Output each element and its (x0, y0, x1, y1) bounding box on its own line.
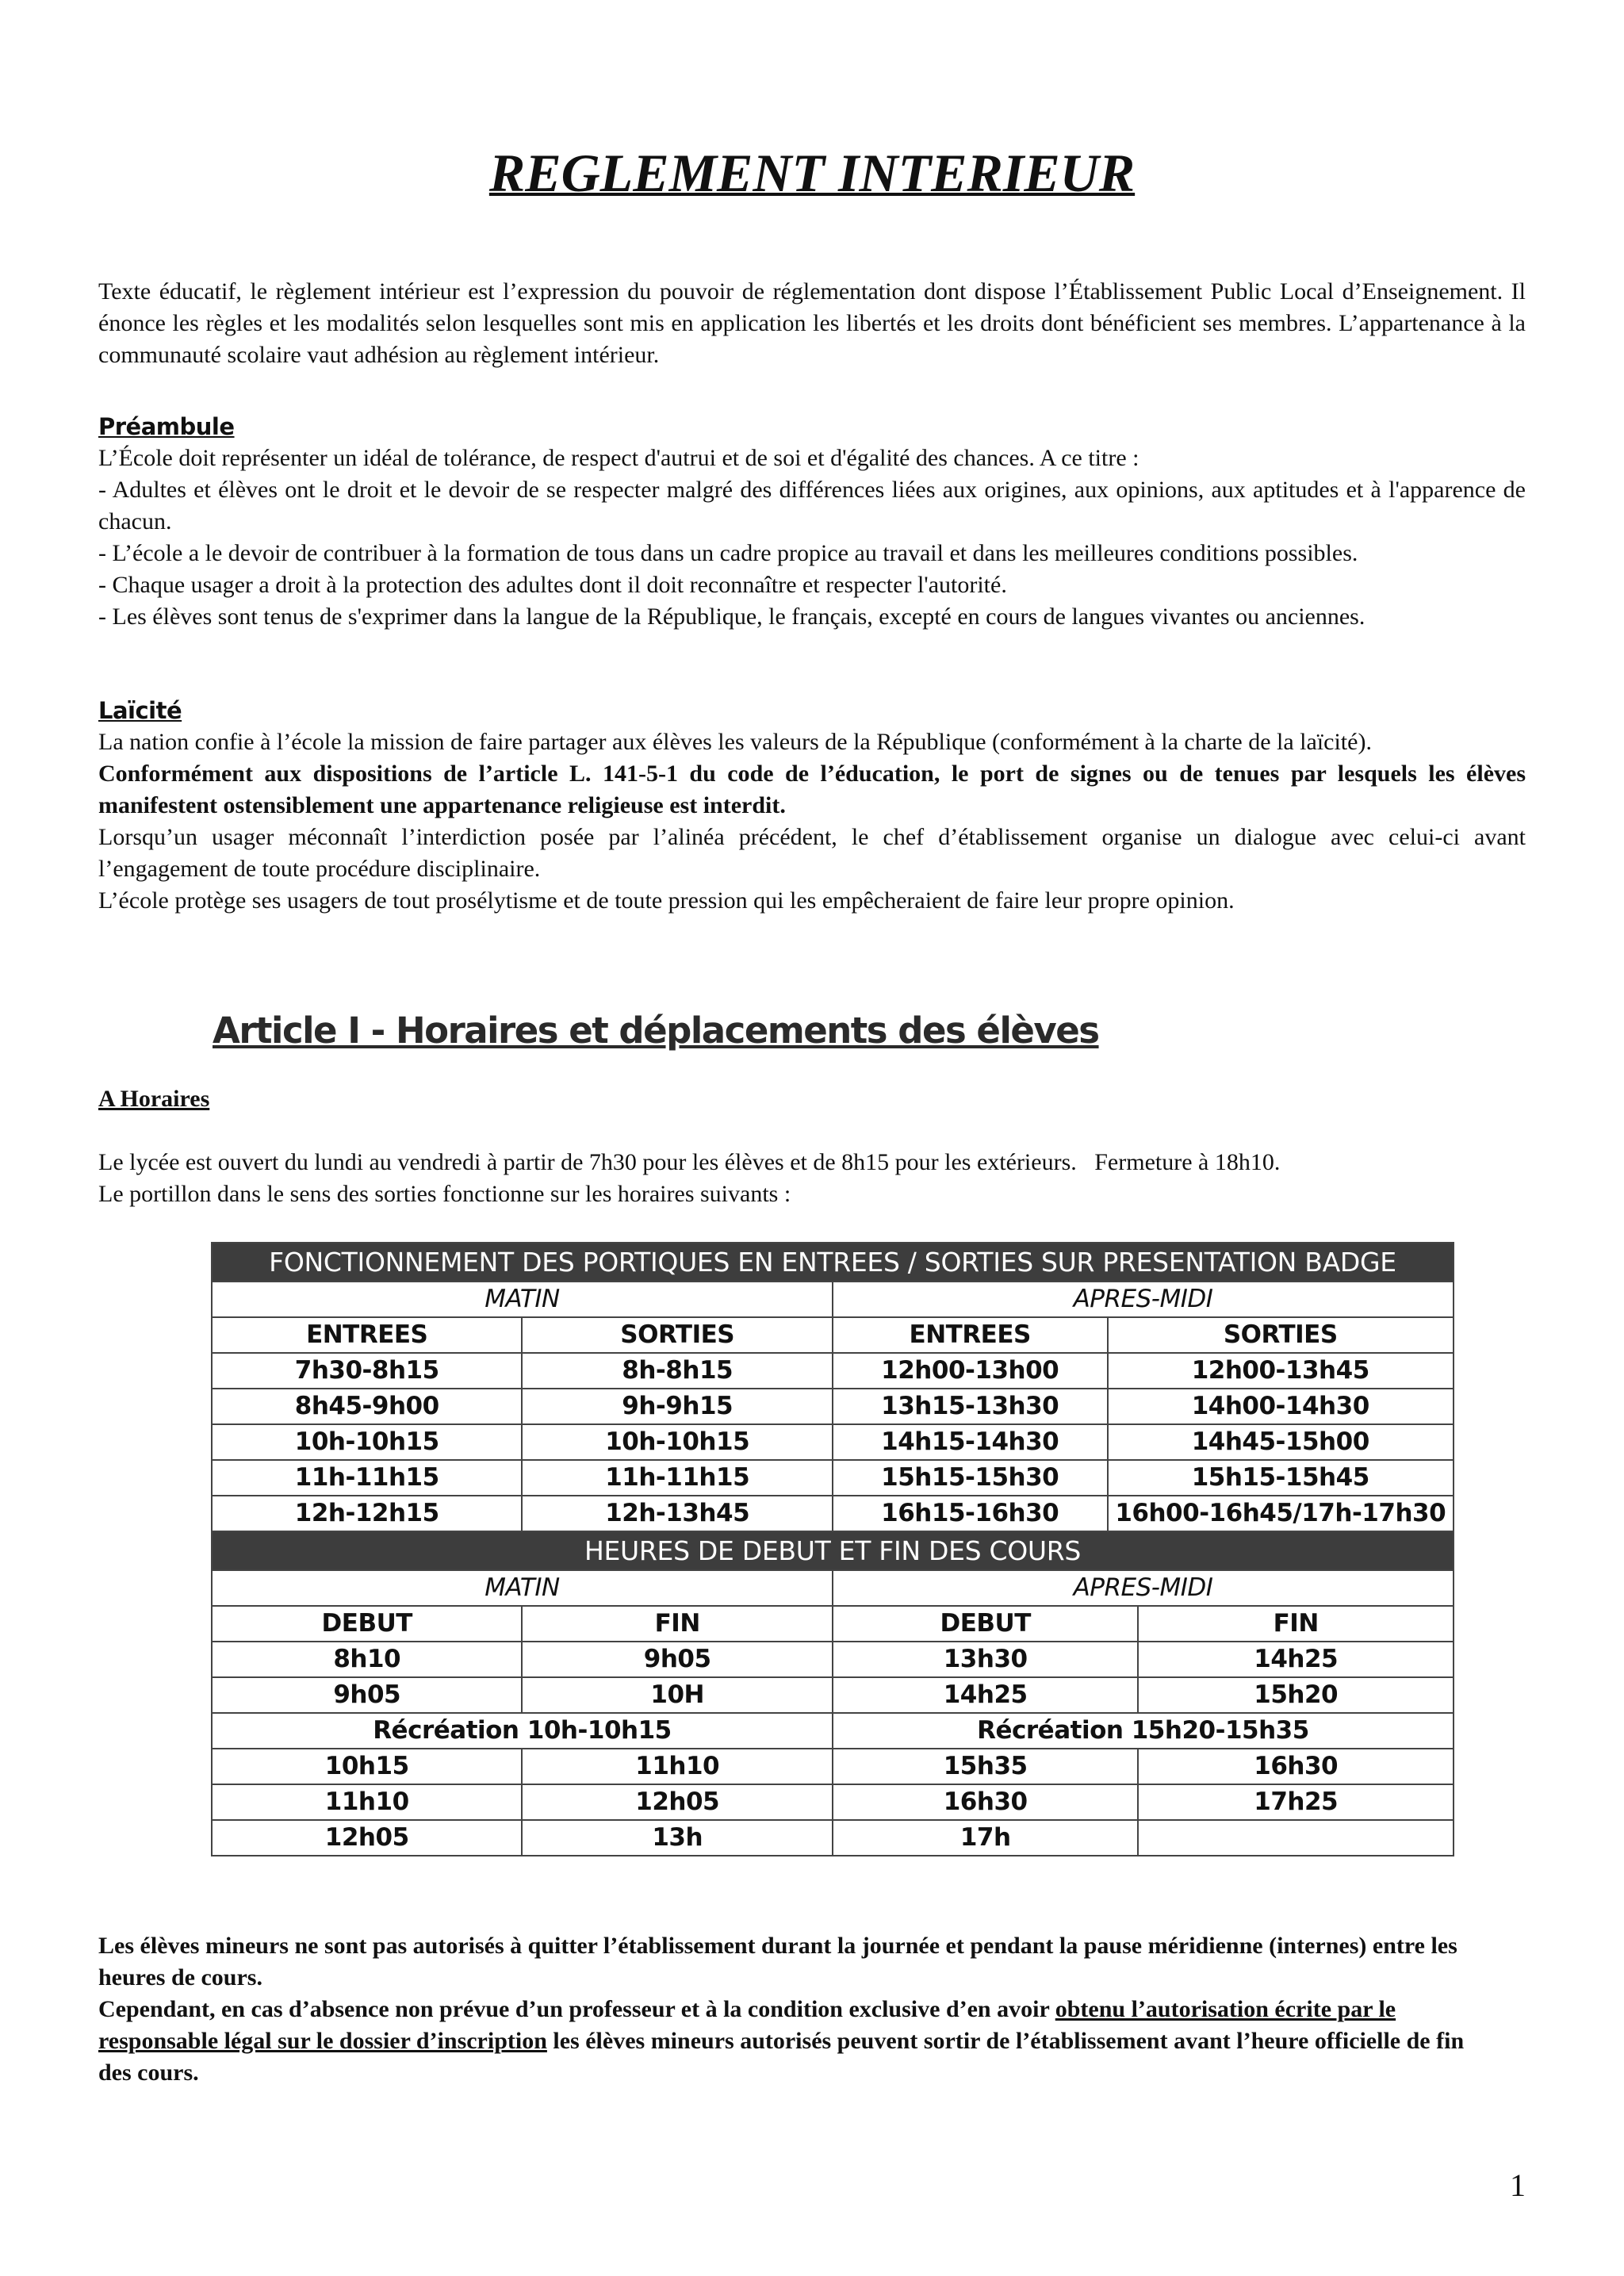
table-row (212, 1570, 1454, 1606)
table-cell: 16h30 (1138, 1749, 1454, 1784)
column-header-debut: DEBUT (212, 1606, 522, 1642)
table-row (212, 1642, 1454, 1677)
column-header-entrees: ENTREES (212, 1317, 522, 1353)
table-row (212, 1353, 1454, 1389)
table-cell: 11h-11h15 (212, 1460, 522, 1496)
table-cell: 15h20 (1138, 1677, 1454, 1713)
column-header-fin: FIN (522, 1606, 832, 1642)
table-row (212, 1317, 1454, 1353)
table-cell: 14h00-14h30 (1108, 1389, 1454, 1424)
preambule-item: - L’école a le devoir de contribuer à la formation de tous dans un cadre propice au travail et dans les meilleures conditions possibles. (98, 540, 1358, 566)
table-row (212, 1243, 1454, 1282)
table-cell: 12h-13h45 (522, 1496, 832, 1531)
laicite-paragraph: L’école protège ses usagers de tout prosélytisme et de toute pression qui les empêcheraient de faire leur propre opinion. (98, 887, 1235, 914)
closing-section (98, 1930, 1494, 2089)
column-header-sorties: SORTIES (522, 1317, 832, 1353)
closing-text: les élèves mineurs autorisés peuvent sortir de l’établissement avant l’heure officielle de fin des cours. (98, 2028, 1465, 2086)
table-row (212, 1531, 1454, 1570)
preambule-item: - Les élèves sont tenus de s'exprimer dans la langue de la République, le français, excepté en cours de langues vivantes ou anciennes. (98, 603, 1365, 630)
table-cell: 12h00-13h45 (1108, 1353, 1454, 1389)
table-cell (1138, 1820, 1454, 1856)
table-cell: 13h (522, 1820, 832, 1856)
cours-header: HEURES DE DEBUT ET FIN DES COURS (212, 1531, 1454, 1570)
table-cell: 15h15-15h30 (833, 1460, 1108, 1496)
closing-paragraph: Les élèves mineurs ne sont pas autorisés à quitter l’établissement durant la journée et pendant la pause méridienne (internes) entre les heures de cours. (98, 1933, 1457, 1991)
portillon-line: Le portillon dans le sens des sorties fonctionne sur les horaires suivants : (98, 1181, 791, 1207)
preambule-lead: L’École doit représenter un idéal de tolérance, de respect d'autrui et de soi et d'égalité des chances. A ce titre : (98, 445, 1139, 471)
apres-midi-label: APRES-MIDI (833, 1282, 1454, 1317)
recreation-matin: Récréation 10h-10h15 (212, 1713, 833, 1749)
table-cell: 12h05 (522, 1784, 832, 1820)
portiques-header: FONCTIONNEMENT DES PORTIQUES EN ENTREES / SORTIES SUR PRESENTATION BADGE (212, 1243, 1454, 1282)
table-row (212, 1749, 1454, 1784)
table-cell: 12h-12h15 (212, 1496, 522, 1531)
table-cell: 11h10 (522, 1749, 832, 1784)
preambule-item: - Adultes et élèves ont le droit et le devoir de se respecter malgré des différences liées aux origines, aux opinions, aux aptitudes et à l'apparence de chacun. (98, 477, 1526, 535)
table-cell: 15h15-15h45 (1108, 1460, 1454, 1496)
table-cell: 10h15 (212, 1749, 522, 1784)
recreation-apres-midi: Récréation 15h20-15h35 (833, 1713, 1454, 1749)
laicite-paragraph: Lorsqu’un usager méconnaît l’interdiction posée par l’alinéa précédent, le chef d’établissement organise un dialogue avec celui-ci avant l’engagement de toute procédure disciplinaire. (98, 824, 1526, 882)
table-row (212, 1496, 1454, 1531)
table-cell: 16h00-16h45/17h-17h30 (1108, 1496, 1454, 1531)
column-header-sorties: SORTIES (1108, 1317, 1454, 1353)
table-cell: 12h05 (212, 1820, 522, 1856)
table-cell: 9h05 (212, 1677, 522, 1713)
document-title: REGLEMENT INTERIEUR (488, 143, 1136, 203)
horaires-subheading: A Horaires (98, 1086, 210, 1112)
table-cell: 13h30 (833, 1642, 1139, 1677)
laicite-paragraph: La nation confie à l’école la mission de faire partager aux élèves les valeurs de la République (conformément à la charte de la laïcité). (98, 729, 1372, 755)
table-cell: 11h-11h15 (522, 1460, 832, 1496)
preambule-heading: Préambule (98, 413, 235, 440)
table-cell: 8h45-9h00 (212, 1389, 522, 1424)
table-cell: 14h45-15h00 (1108, 1424, 1454, 1460)
table-row (212, 1784, 1454, 1820)
closing-paragraph-2 (98, 1994, 1494, 2089)
table-row (212, 1460, 1454, 1496)
table-cell: 10h-10h15 (522, 1424, 832, 1460)
table-cell: 14h15-14h30 (833, 1424, 1108, 1460)
table-row (212, 1389, 1454, 1424)
column-header-fin: FIN (1138, 1606, 1454, 1642)
table-cell: 10h-10h15 (212, 1424, 522, 1460)
table-cell: 17h25 (1138, 1784, 1454, 1820)
laicite-section (98, 695, 1526, 917)
table-cell: 8h-8h15 (522, 1353, 832, 1389)
table-row (212, 1282, 1454, 1317)
table-row (212, 1606, 1454, 1642)
intro-paragraph: Texte éducatif, le règlement intérieur est l’expression du pouvoir de réglementation dont dispose l’Établissement Public Local d’Enseignement. Il énonce les règles et les modalités selon lesquelles sont mis en application les libertés et les droits dont bénéficient ses membres. L’appartenance à la communauté scolaire vaut adhésion au règlement intérieur. (98, 278, 1526, 368)
table-cell: 10H (522, 1677, 832, 1713)
preambule-section (98, 411, 1526, 633)
table-row (212, 1713, 1454, 1749)
page-number: 1 (1510, 2167, 1526, 2203)
table-cell: 8h10 (212, 1642, 522, 1677)
schedule-table (211, 1242, 1454, 1856)
matin-label: MATIN (212, 1570, 833, 1606)
table-cell: 9h-9h15 (522, 1389, 832, 1424)
table-cell: 11h10 (212, 1784, 522, 1820)
apres-midi-label: APRES-MIDI (833, 1570, 1454, 1606)
table-cell: 14h25 (1138, 1642, 1454, 1677)
table-cell: 13h15-13h30 (833, 1389, 1108, 1424)
column-header-debut: DEBUT (833, 1606, 1139, 1642)
table-row (212, 1677, 1454, 1713)
table-cell: 17h (833, 1820, 1139, 1856)
table-cell: 16h30 (833, 1784, 1139, 1820)
preambule-item: - Chaque usager a droit à la protection des adultes dont il doit reconnaître et respecter l'autorité. (98, 572, 1007, 598)
table-row (212, 1820, 1454, 1856)
table-cell: 16h15-16h30 (833, 1496, 1108, 1531)
opening-hours-line: Le lycée est ouvert du lundi au vendredi à partir de 7h30 pour les élèves et de 8h15 pour les extérieurs. Fermeture à 18h10. (98, 1149, 1281, 1175)
matin-label: MATIN (212, 1282, 833, 1317)
closing-text: Cependant, en cas d’absence non prévue d’un professeur et à la condition exclusive d’en avoir (98, 1996, 1055, 2022)
table-cell: 12h00-13h00 (833, 1353, 1108, 1389)
horaires-text (98, 1147, 1526, 1210)
closing-underlined-text: obtenu l’autorisation écrite par le responsable légal sur le dossier d’inscription (98, 1996, 1396, 2054)
table-cell: 7h30-8h15 (212, 1353, 522, 1389)
laicite-heading: Laïcité (98, 697, 182, 724)
table-cell: 14h25 (833, 1677, 1139, 1713)
table-row (212, 1424, 1454, 1460)
article-1-heading: Article I - Horaires et déplacements des élèves (213, 1010, 1099, 1052)
table-cell: 9h05 (522, 1642, 832, 1677)
table-cell: 15h35 (833, 1749, 1139, 1784)
column-header-entrees: ENTREES (833, 1317, 1108, 1353)
laicite-bold-paragraph: Conformément aux dispositions de l’article L. 141-5-1 du code de l’éducation, le port de signes ou de tenues par lesquels les élèves manifestent ostensiblement une appartenance religieuse est interdit. (98, 761, 1526, 818)
